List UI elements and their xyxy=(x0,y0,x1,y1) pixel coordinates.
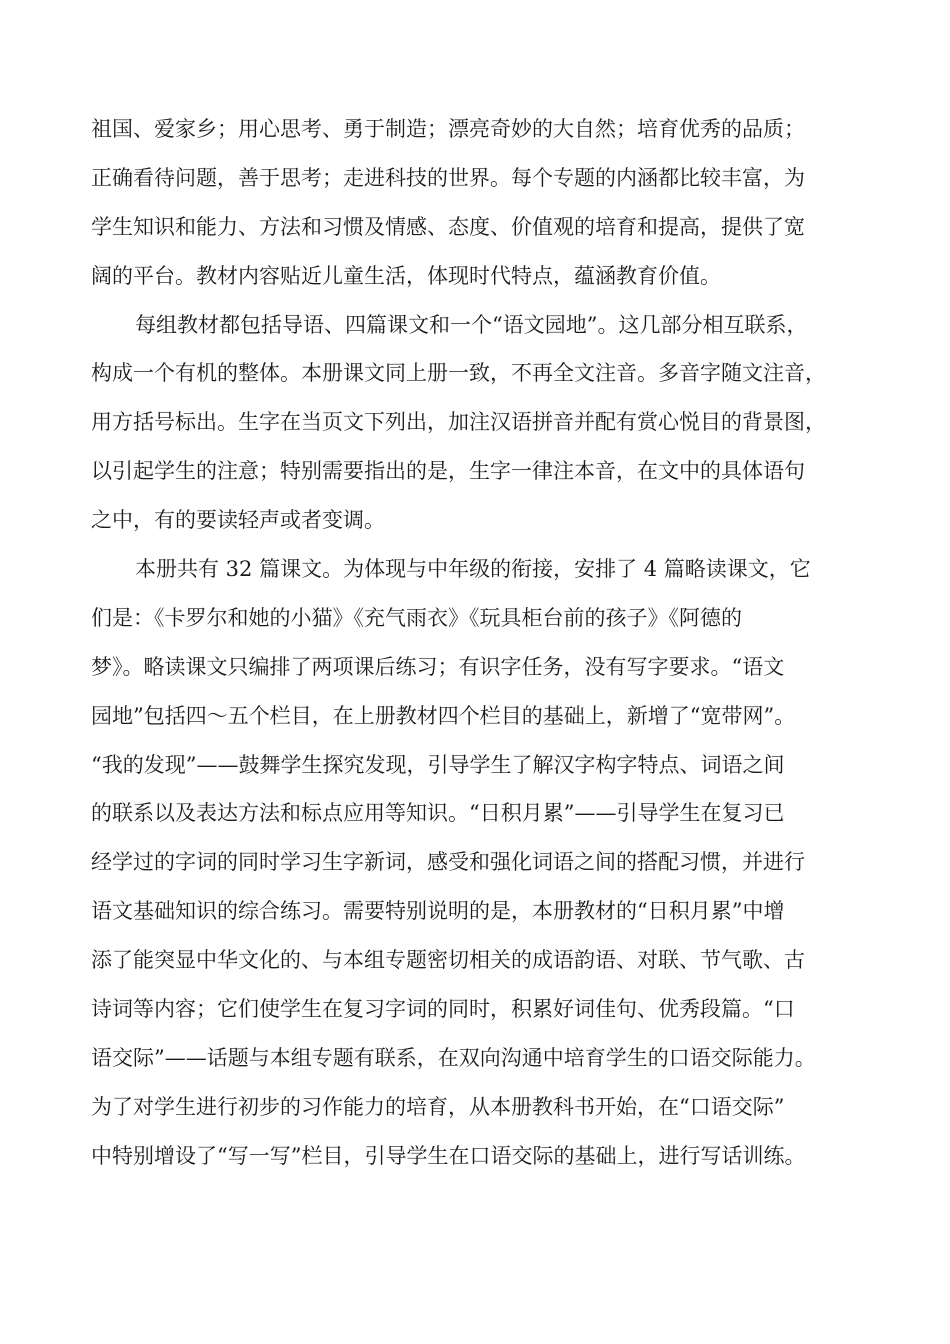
text-line: 中特别增设了“写一写”栏目，引导学生在口语交际的基础上，进行写话训练。 xyxy=(91,1143,806,1168)
text-line: 以引起学生的注意；特别需要指出的是，生字一律注本音，在文中的具体语句 xyxy=(91,459,805,484)
text-line: 园地”包括四～五个栏目，在上册教材四个栏目的基础上，新增了“宽带网”。 xyxy=(91,703,796,728)
text-line: 的联系以及表达方法和标点应用等知识。“日积月累”——引导学生在复习已 xyxy=(91,801,785,826)
text-line: 为了对学生进行初步的习作能力的培育，从本册教科书开始，在“口语交际” xyxy=(91,1094,785,1119)
text-line: 经学过的字词的同时学习生字新词，感受和强化词语之间的搭配习惯，并进行 xyxy=(91,850,805,875)
body-text xyxy=(91,105,871,1181)
text-line: 语交际”——话题与本组专题有联系，在双向沟通中培育学生的口语交际能力。 xyxy=(91,1045,816,1070)
text-line: 祖国、爱家乡；用心思考、勇于制造；漂亮奇妙的大自然；培育优秀的品质； xyxy=(91,117,805,141)
text-line: 添了能突显中华文化的、与本组专题密切相关的成语韵语、对联、节气歌、古 xyxy=(91,948,805,973)
text-line: 梦》。略读课文只编排了两项课后练习；有识字任务，没有写字要求。“语文 xyxy=(91,654,785,679)
paragraph-first-line: 每组教材都包括导语、四篇课文和一个“语文园地”。这几部分相互联系， xyxy=(135,312,808,337)
text-line: 们是：《卡罗尔和她的小猫》《充气雨衣》《玩具柜台前的孩子》《阿德的 xyxy=(91,605,742,630)
text-line: 语文基础知识的综合练习。需要特别说明的是，本册教材的“日积月累”中增 xyxy=(91,899,785,924)
text-line: 诗词等内容；它们使学生在复习字词的同时，积累好词佳句、优秀段篇。“口 xyxy=(91,997,795,1022)
paragraph-first-line: 本册共有 32 篇课文。为体现与中年级的衔接，安排了 4 篇略读课文，它 xyxy=(135,557,811,582)
text-line: 用方括号标出。生字在当页文下列出，加注汉语拼音并配有赏心悦目的背景图， xyxy=(91,410,826,435)
text-line: “我的发现”——鼓舞学生探究发现，引导学生了解汉字构字特点、词语之间 xyxy=(91,752,785,777)
text-line: 阔的平台。教材内容贴近儿童生活，体现时代特点，蕴涵教育价值。 xyxy=(91,263,721,288)
text-line: 正确看待问题，善于思考；走进科技的世界。每个专题的内涵都比较丰富，为 xyxy=(91,165,805,190)
text-line: 构成一个有机的整体。本册课文同上册一致，不再全文注音。多音字随文注音， xyxy=(91,361,826,386)
text-line: 学生知识和能力、方法和习惯及情感、态度、价值观的培育和提高，提供了宽 xyxy=(91,214,805,239)
text-line: 之中，有的要读轻声或者变调。 xyxy=(91,508,385,533)
